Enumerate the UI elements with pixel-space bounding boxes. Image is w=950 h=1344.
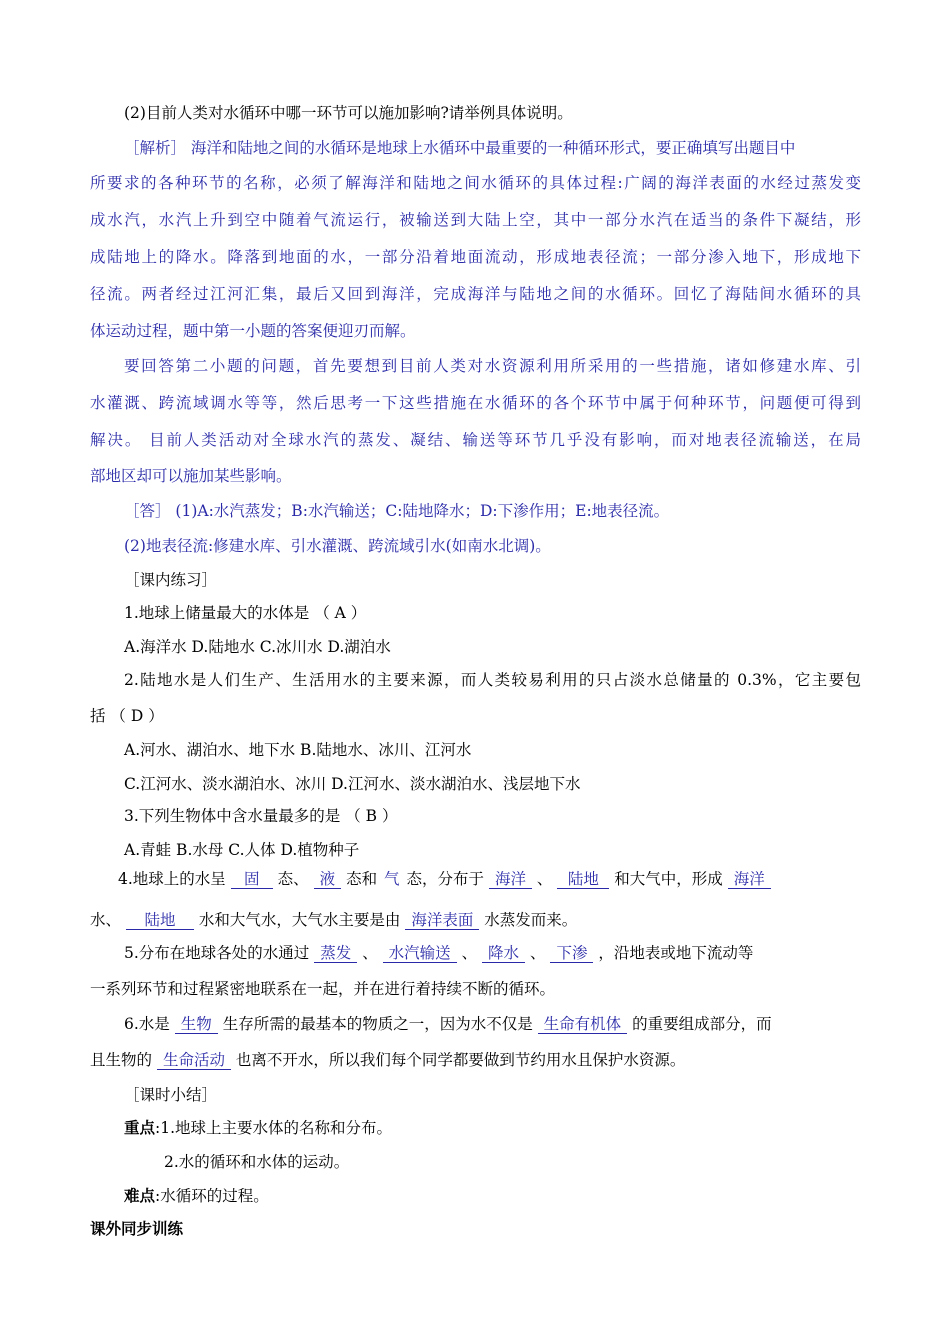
question-1-options: A.海洋水 D.陆地水 C.冰川水 D.湖泊水 — [124, 638, 391, 656]
question-2-intro: (2)目前人类对水循环中哪一环节可以施加影响?请举例具体说明。 — [124, 104, 573, 122]
analysis-line-7: 要回答第二小题的问题，首先要想到目前人类对水资源利用所采用的一些措施，诸如修建水库、引 — [124, 357, 861, 375]
q4-text: 4.地球上的水呈 — [118, 870, 226, 888]
question-2-options-row-2: C.江河水、淡水湖泊水、冰川 D.江河水、淡水湖泊水、浅层地下水 — [124, 775, 581, 793]
q4-blank-gas: 气 — [384, 870, 400, 888]
analysis-line-9: 解决。 目前人类活动对全球水汽的蒸发、凝结、输送等环节几乎没有影响，而对地表径流输送，在局 — [90, 431, 861, 449]
q4-text: 态和 — [346, 870, 378, 888]
analysis-line-6: 体运动过程，题中第一小题的答案便迎刃而解。 — [90, 322, 416, 340]
q4-blank-solid: 固 — [231, 870, 273, 889]
summary-heading: ［课时小结］ — [124, 1086, 218, 1104]
q4-text: 水蒸发而来。 — [484, 911, 578, 929]
q6-text: 也离不开水，所以我们每个同学都要做到节约用水且保护水资源。 — [235, 1051, 686, 1069]
analysis-line-2: 所要求的各种环节的名称，必须了解海洋和陆地之间水循环的具体过程:广阔的海洋表面的水经过蒸发变 — [90, 174, 861, 192]
question-3-options: A.青蛙 B.水母 C.人体 D.植物种子 — [124, 841, 360, 859]
question-2-stem-line-1: 2.陆地水是人们生产、生活用水的主要来源，而人类较易利用的只占淡水总储量的 0.3%，它主要包 — [124, 671, 861, 689]
q5-blank-precipitation: 降水 — [482, 944, 525, 963]
analysis-line-4: 成陆地上的降水。降落到地面的水，一部分沿着地面流动，形成地表径流；一部分渗入地下，形成地下 — [90, 248, 861, 266]
q5-blank-infiltration: 下渗 — [550, 944, 593, 963]
difficulty-text: :水循环的过程。 — [155, 1187, 269, 1205]
q6-text: 6.水是 — [124, 1015, 170, 1033]
answer-line-1: ［答］ (1)A:水汽蒸发；B:水汽输送；C:陆地降水；D:下渗作用；E:地表径流。 — [124, 502, 670, 520]
analysis-line-1: ［解析］ 海洋和陆地之间的水循环是地球上水循环中最重要的一种循环形式，要正确填写出题目中 — [124, 139, 796, 157]
key-points-label: 重点 — [124, 1118, 156, 1137]
key-point-1: :1.地球上主要水体的名称和分布。 — [155, 1119, 393, 1137]
q4-blank-ocean-water: 海洋 — [728, 870, 771, 889]
q4-blank-land: 陆地 — [557, 870, 609, 889]
section-title: 课外同步训练 — [90, 1219, 184, 1238]
question-5-line-1 — [124, 943, 753, 963]
summary-key-points-2: 2.水的循环和水体的运动。 — [164, 1153, 350, 1171]
q4-text: 水、 — [90, 911, 122, 929]
q6-text: 且生物的 — [90, 1051, 153, 1069]
q4-blank-liquid: 液 — [314, 870, 342, 889]
answer-line-2: (2)地表径流:修建水库、引水灌溉、跨流域引水(如南水北调)。 — [124, 537, 551, 555]
summary-key-points-1 — [124, 1118, 392, 1138]
q4-text: 态、 — [277, 870, 309, 888]
q4-text: 和大气中，形成 — [614, 870, 723, 888]
question-2-options-row-1: A.河水、湖泊水、地下水 B.陆地水、冰川、江河水 — [124, 741, 472, 759]
question-2-stem-line-2: 括 （ D ） — [90, 707, 164, 725]
q5-blank-transport: 水汽输送 — [383, 944, 457, 963]
analysis-line-10: 部地区却可以施加某些影响。 — [90, 467, 292, 485]
q5-text: 、 — [362, 944, 378, 962]
q4-blank-ocean: 海洋 — [489, 870, 532, 889]
q4-text: 态，分布于 — [406, 870, 484, 888]
difficulty-label: 难点 — [124, 1186, 156, 1205]
q6-blank-organisms: 生物 — [175, 1015, 218, 1034]
question-6-line-2 — [90, 1050, 685, 1070]
question-6-line-1 — [124, 1014, 772, 1034]
q6-blank-life-activity: 生命活动 — [157, 1051, 231, 1070]
analysis-line-8: 水灌溉、跨流域调水等等，然后思考一下这些措施在水循环的各个环节中属于何种环节，问题便可得到 — [90, 394, 861, 412]
question-1-stem: 1.地球上储量最大的水体是 （ A ） — [124, 604, 367, 622]
q4-text: 水和大气水，大气水主要是由 — [198, 911, 401, 929]
question-4-line-1 — [118, 869, 771, 889]
q5-text: ，沿地表或地下流动等 — [598, 944, 754, 962]
question-5-line-2: 一系列环节和过程紧密地联系在一起，并在进行着持续不断的循环。 — [90, 980, 556, 998]
analysis-line-5: 径流。两者经过江河汇集，最后又回到海洋，完成海洋与陆地之间的水循环。回忆了海陆间水循环的具 — [90, 285, 861, 303]
q5-text: 5.分布在地球各处的水通过 — [124, 944, 310, 962]
summary-difficulty — [124, 1186, 269, 1206]
q6-text: 生存所需的最基本的物质之一，因为水不仅是 — [222, 1015, 533, 1033]
q6-text: 的重要组成部分，而 — [632, 1015, 772, 1033]
practice-heading: ［课内练习］ — [124, 571, 218, 589]
q4-text: 、 — [536, 870, 553, 888]
analysis-line-3: 成水汽，水汽上升到空中随着气流运行，被输送到大陆上空，其中一部分水汽在适当的条件下凝结，形 — [90, 211, 861, 229]
q4-blank-land-water: 陆地 — [126, 911, 194, 930]
q5-blank-evaporation: 蒸发 — [314, 944, 357, 963]
q5-text: 、 — [530, 944, 546, 962]
q4-blank-ocean-surface: 海洋表面 — [405, 911, 479, 930]
question-4-line-2 — [90, 910, 577, 930]
q5-text: 、 — [461, 944, 478, 962]
q6-blank-organic-body: 生命有机体 — [538, 1015, 628, 1034]
question-3-stem: 3.下列生物体中含水量最多的是 （ B ） — [124, 807, 398, 825]
